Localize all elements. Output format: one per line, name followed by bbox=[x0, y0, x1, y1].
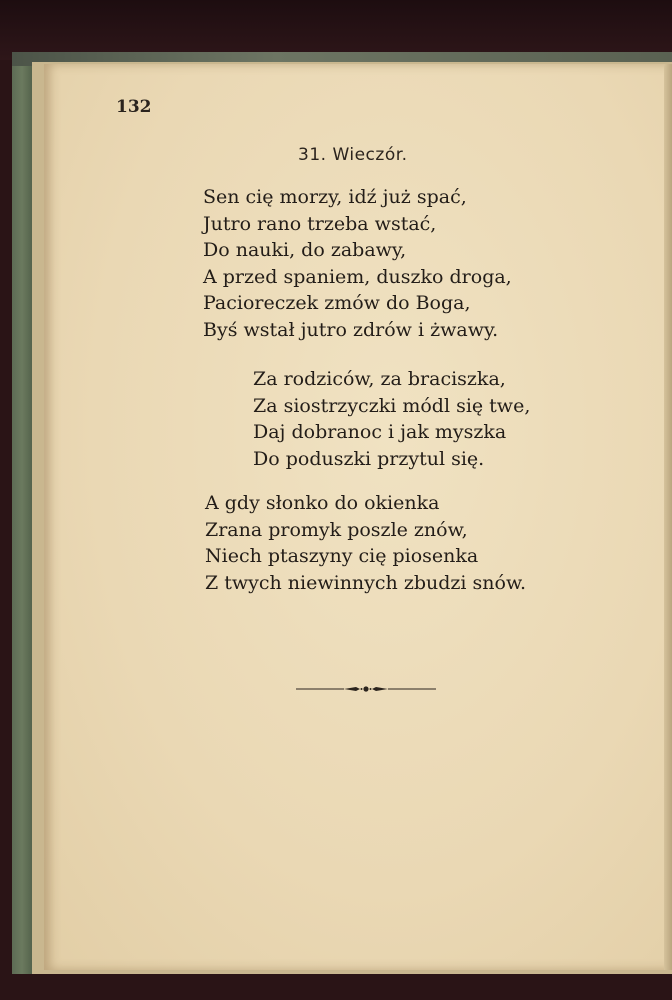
poem-line: A gdy słonko do okienka bbox=[205, 492, 440, 514]
poem-line: Do poduszki przytul się. bbox=[253, 447, 485, 470]
stanza-1 bbox=[203, 184, 512, 343]
poem-line: Za rodziców, za braciszka, bbox=[253, 368, 506, 390]
poem-line: Sen cię morzy, idź już spać, bbox=[203, 186, 467, 208]
poem-line: A przed spaniem, duszko droga, bbox=[203, 265, 512, 288]
poem-line: Jutro rano trzeba wstać, bbox=[203, 212, 437, 235]
poem-line: Niech ptaszyny cię piosenka bbox=[205, 545, 479, 567]
page-right-edge bbox=[664, 64, 672, 970]
poem-line: Byś wstał jutro zdrów i żwawy. bbox=[203, 318, 499, 341]
stanza-2 bbox=[253, 366, 530, 472]
poem-title: 31. Wieczór. bbox=[298, 145, 408, 165]
poem-line: Do nauki, do zabawy, bbox=[203, 239, 407, 261]
tailpiece-ornament-icon bbox=[296, 682, 436, 696]
background-dark bbox=[0, 0, 672, 60]
poem-line: Zrana promyk poszle znów, bbox=[205, 518, 468, 541]
poem-line: Daj dobranoc i jak myszka bbox=[253, 421, 507, 443]
stanza-3 bbox=[205, 490, 526, 596]
poem-line: Za siostrzyczki módl się twe, bbox=[253, 394, 531, 417]
page-number: 132 bbox=[116, 97, 152, 117]
poem-line: Z twych niewinnych zbudzi snów. bbox=[205, 571, 526, 594]
poem-line: Pacioreczek zmów do Boga, bbox=[203, 292, 471, 314]
